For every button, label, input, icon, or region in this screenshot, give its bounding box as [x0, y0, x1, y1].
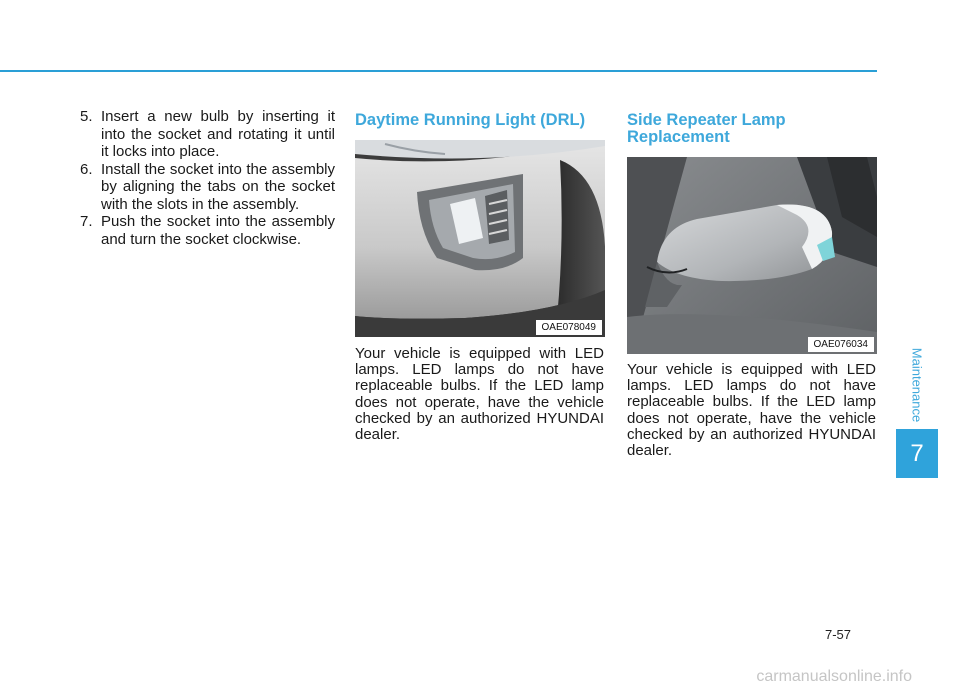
side-repeater-body-text: Your vehicle is equipped with LED lamps. LED lamps do not have replaceable bulbs. If the LED lamp does not operate, have the vehicle checked by an authorized HYUNDAI dealer. — [627, 361, 876, 460]
step-text: Insert a new bulb by inserting it into the socket and rotating it until it locks into place. — [101, 108, 335, 160]
top-rule — [0, 70, 877, 72]
step-number: 5. — [80, 108, 93, 125]
step-item — [80, 108, 335, 161]
watermark-text: carmanualsonline.info — [756, 668, 912, 685]
step-item — [80, 213, 335, 248]
side-repeater-figure — [627, 157, 877, 354]
step-number: 6. — [80, 160, 93, 178]
figure-code: OAE076034 — [808, 337, 875, 352]
chapter-number-box: 7 — [896, 429, 938, 478]
step-item — [80, 161, 335, 214]
steps-column — [80, 108, 335, 248]
mirror-illustration — [627, 157, 877, 354]
drl-heading: Daytime Running Light (DRL) — [355, 111, 586, 129]
drl-illustration — [355, 140, 605, 337]
step-text: Install the socket into the assembly by aligning the tabs on the socket with the slots in the assembly. — [101, 160, 335, 213]
step-number: 7. — [80, 213, 93, 230]
drl-figure — [355, 140, 605, 337]
side-repeater-heading: Side Repeater Lamp Replacement — [627, 111, 786, 146]
section-tab-text: Maintenance — [909, 347, 925, 423]
section-tab-label — [897, 345, 937, 425]
step-text: Push the socket into the assembly and turn the socket clockwise. — [101, 213, 335, 248]
watermark — [0, 668, 960, 689]
drl-body-text: Your vehicle is equipped with LED lamps. LED lamps do not have replaceable bulbs. If the LED lamp does not operate, have the vehicle checked by an authorized HYUNDAI dealer. — [355, 345, 604, 444]
page-number: 7-57 — [825, 627, 852, 642]
figure-code: OAE078049 — [536, 320, 603, 335]
